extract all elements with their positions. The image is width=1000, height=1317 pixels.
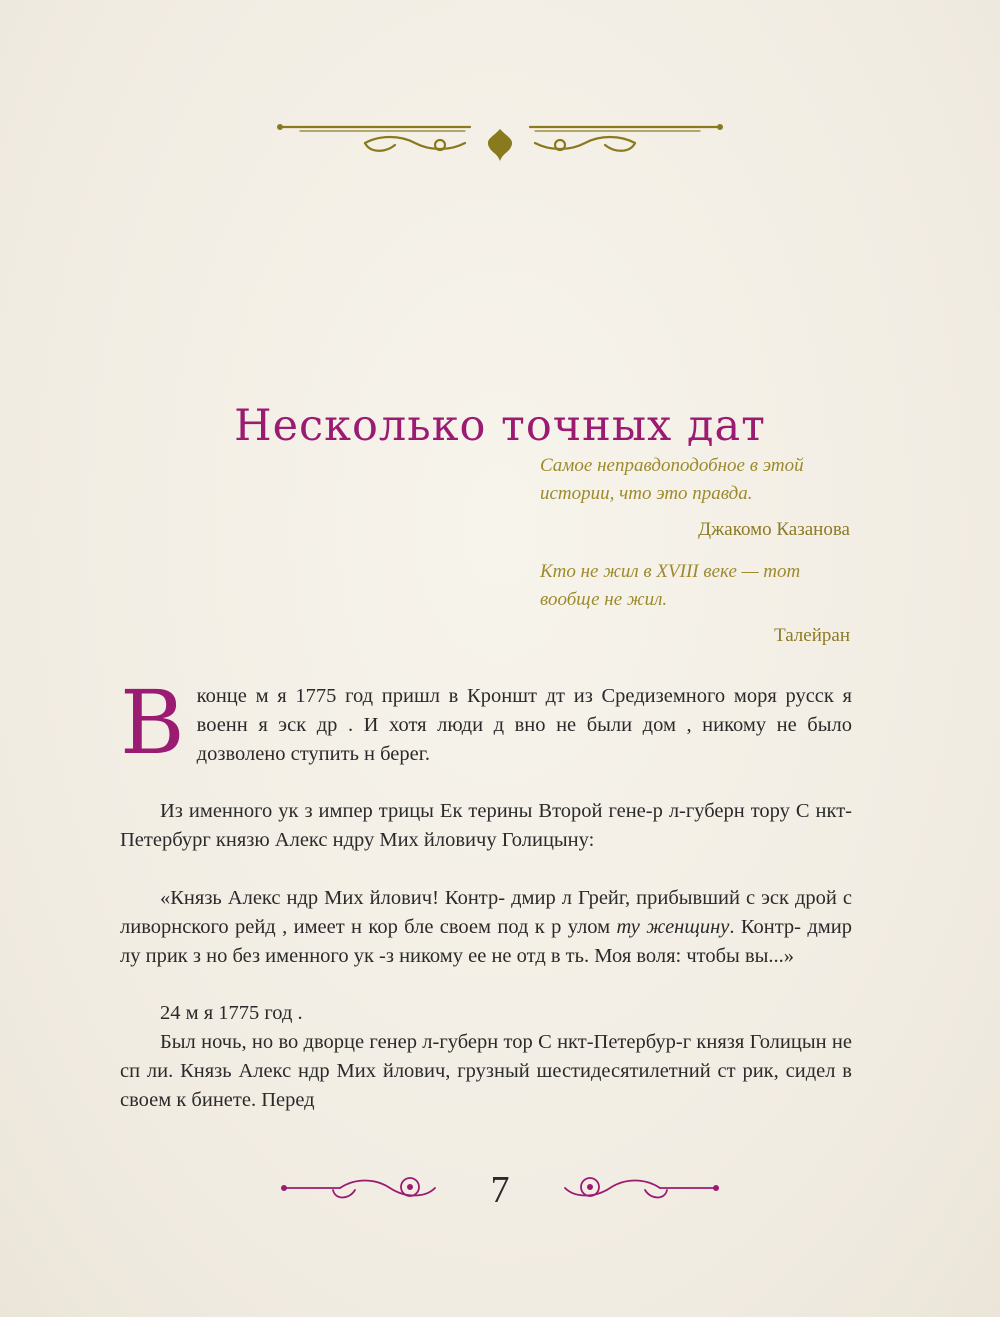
paragraph-2: Из именного ук з импер трицы Ек терины Второй гене-р л-губерн тору С нкт-Петербург князю Алекс ндру Мих йловичу Голицыну: [120, 800, 852, 852]
epigraph-author-1: Джакомо Казанова [698, 519, 850, 540]
paragraph-3-text-b: . Контр- дмир лу прик з но без именного ук -з никому ее не отд в ть. Моя воля: чтобы вы...» [120, 915, 852, 967]
paragraph-5: Был ночь, но во дворце генер л-губерн тор С нкт-Петербур-г князя Голицын не сп ли. Князь Алекс ндр Мих йлович, грузный шестидесятилетний ст рик, сидел в своем к бинете. Перед [120, 1031, 852, 1111]
page-number: 7 [490, 1169, 510, 1211]
paragraph-1-text: конце м я 1775 год пришл в Кроншт дт из Средиземного моря русск я военн я эск др . И хотя люди д вно не были дом , никому не было дозволено ступить н берег. [196, 685, 852, 765]
paragraph-3 [120, 884, 852, 970]
drop-cap: В [120, 671, 185, 774]
epigraph-block [540, 452, 850, 664]
epigraph-author-2: Талейран [774, 625, 850, 646]
top-ornament-icon [275, 115, 725, 165]
paragraph-3-text-a: «Князь Алекс ндр Мих йлович! Контр- дмир л Грейг, прибывший с эск дрой с ливорнского рейд , имеет н кор бле своем под к р улом [120, 886, 852, 938]
body-text [120, 671, 852, 1115]
paragraph-1 [120, 671, 852, 774]
epigraph-text-1: Самое неправдоподобное в этой истории, что это правда. [540, 455, 804, 504]
chapter-title: Несколько точных дат [234, 400, 766, 451]
footer-ornament-right-icon [540, 1170, 720, 1210]
paragraph-4: 24 м я 1775 год . [160, 1002, 303, 1025]
epigraph-text-2: Кто не жил в XVIII веке — тот вообще не жил. [540, 561, 801, 610]
paragraph-3-emphasis: ту женщину [616, 915, 730, 938]
